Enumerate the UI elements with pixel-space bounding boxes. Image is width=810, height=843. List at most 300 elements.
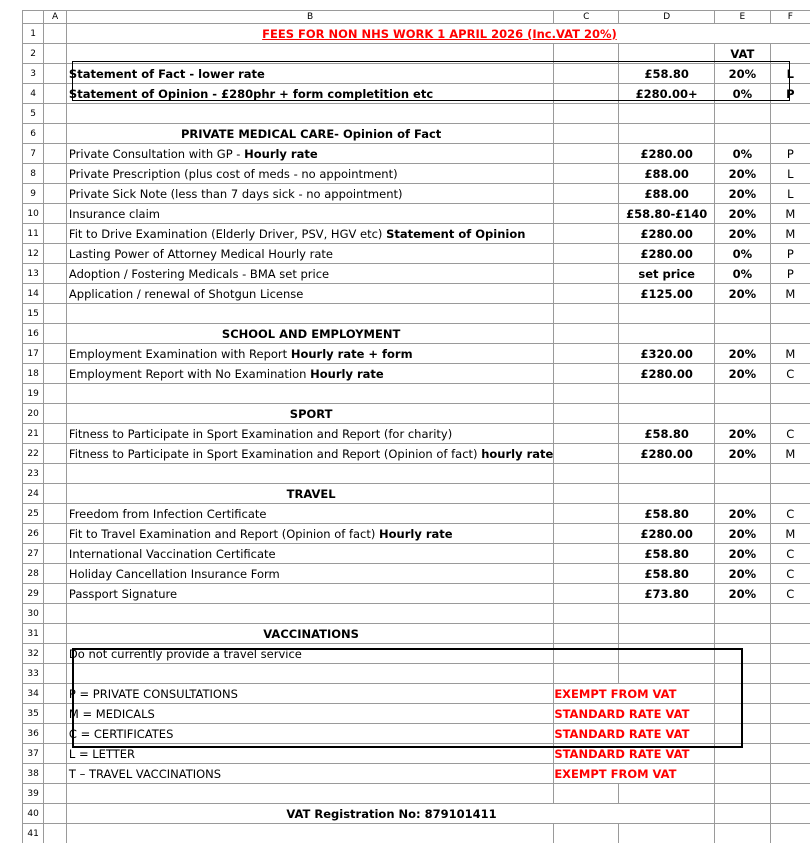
cell-d[interactable] (619, 304, 715, 324)
cell-b[interactable] (66, 784, 553, 804)
cell-text: £88.00 (644, 167, 688, 181)
cell-a[interactable] (44, 344, 67, 364)
cell-a[interactable] (44, 364, 67, 384)
cell-d[interactable] (619, 324, 715, 344)
cell-c[interactable] (554, 664, 619, 684)
cell-e[interactable] (715, 664, 770, 684)
cell-b[interactable] (66, 464, 553, 484)
row-number[interactable]: 24 (23, 484, 44, 504)
table-row (23, 504, 810, 524)
cell-a[interactable] (44, 184, 67, 204)
cell-f[interactable] (770, 564, 810, 584)
cell-text: £58.80 (644, 67, 688, 81)
cell-e[interactable] (715, 264, 770, 284)
cell-c[interactable] (554, 504, 619, 524)
cell-b[interactable] (66, 504, 553, 524)
cell-e[interactable] (715, 544, 770, 564)
row-number[interactable]: 17 (23, 344, 44, 364)
row-number[interactable]: 18 (23, 364, 44, 384)
cell-b[interactable] (66, 184, 553, 204)
cell-c[interactable] (554, 244, 619, 264)
cell-c[interactable] (554, 604, 619, 624)
cell-c[interactable] (554, 444, 619, 464)
table-row (23, 584, 810, 604)
cell-f[interactable] (770, 444, 810, 464)
cell-a[interactable] (44, 304, 67, 324)
cell-text: £58.80 (644, 547, 688, 561)
cell-b[interactable] (66, 324, 553, 344)
cell-c[interactable] (554, 224, 619, 244)
cell-c[interactable] (554, 764, 715, 784)
column-header-a[interactable]: A (44, 11, 67, 24)
cell-b[interactable] (66, 664, 553, 684)
cell-b[interactable] (66, 124, 553, 144)
cell-f[interactable] (770, 484, 810, 504)
row-number[interactable]: 8 (23, 164, 44, 184)
cell-f[interactable] (770, 284, 810, 304)
cell-f[interactable] (770, 644, 810, 664)
cell-c[interactable] (554, 184, 619, 204)
cell-a[interactable] (44, 604, 67, 624)
cell-f[interactable] (770, 724, 810, 744)
cell-c[interactable] (554, 784, 619, 804)
cell-d[interactable] (619, 244, 715, 264)
cell-e[interactable] (715, 584, 770, 604)
row-number[interactable]: 28 (23, 564, 44, 584)
cell-b[interactable] (66, 224, 553, 244)
cell-c[interactable] (554, 564, 619, 584)
cell-d[interactable] (619, 664, 715, 684)
cell-d[interactable] (619, 584, 715, 604)
cell-a[interactable] (44, 204, 67, 224)
cell-d[interactable] (619, 64, 715, 84)
cell-e[interactable] (715, 704, 770, 724)
row-number[interactable]: 13 (23, 264, 44, 284)
cell-f[interactable] (770, 584, 810, 604)
cell-b[interactable] (66, 744, 553, 764)
cell-a[interactable] (44, 464, 67, 484)
column-header-c[interactable]: C (554, 11, 619, 24)
cell-c[interactable] (554, 744, 715, 764)
cell-d[interactable] (619, 104, 715, 124)
cell-b[interactable] (66, 604, 553, 624)
cell-a[interactable] (44, 424, 67, 444)
cell-e[interactable] (715, 564, 770, 584)
cell-b[interactable] (66, 764, 553, 784)
cell-e[interactable] (715, 824, 770, 843)
row-number[interactable]: 32 (23, 644, 44, 664)
cell-e[interactable] (715, 384, 770, 404)
cell-f[interactable] (770, 344, 810, 364)
cell-a[interactable] (44, 284, 67, 304)
cell-c[interactable] (554, 584, 619, 604)
cell-d[interactable] (619, 44, 715, 64)
cell-a[interactable] (44, 84, 67, 104)
cell-e[interactable] (715, 504, 770, 524)
cell-f[interactable] (770, 764, 810, 784)
row-number[interactable]: 40 (23, 804, 44, 824)
cell-f[interactable] (770, 144, 810, 164)
cell-b[interactable] (66, 484, 553, 504)
cell-d[interactable] (619, 84, 715, 104)
cell-a[interactable] (44, 24, 67, 44)
cell-e[interactable] (715, 724, 770, 744)
cell-f[interactable] (770, 664, 810, 684)
cell-text: M (785, 447, 795, 461)
cell-b[interactable] (66, 304, 553, 324)
cell-a[interactable] (44, 104, 67, 124)
row-number[interactable]: 16 (23, 324, 44, 344)
row-number[interactable]: 23 (23, 464, 44, 484)
cell-a[interactable] (44, 664, 67, 684)
cell-b[interactable] (66, 584, 553, 604)
cell-text: 20% (729, 547, 757, 561)
row-number[interactable]: 10 (23, 204, 44, 224)
cell-c[interactable] (554, 484, 619, 504)
row-number[interactable]: 41 (23, 824, 44, 843)
cell-f[interactable] (770, 224, 810, 244)
cell-d[interactable] (619, 624, 715, 644)
cell-f[interactable] (770, 164, 810, 184)
cell-c[interactable] (554, 204, 619, 224)
cell-b[interactable] (66, 724, 553, 744)
cell-b[interactable] (66, 164, 553, 184)
cell-a[interactable] (44, 484, 67, 504)
cell-f[interactable] (770, 364, 810, 384)
cell-c[interactable] (554, 364, 619, 384)
cell-a[interactable] (44, 824, 67, 843)
cell-f[interactable] (770, 704, 810, 724)
cell-d[interactable] (619, 364, 715, 384)
cell-d[interactable] (619, 224, 715, 244)
cell-b[interactable] (66, 264, 553, 284)
cell-d[interactable] (619, 344, 715, 364)
cell-d[interactable] (619, 384, 715, 404)
cell-b[interactable] (66, 404, 553, 424)
cell-f[interactable] (770, 244, 810, 264)
cell-c[interactable] (554, 824, 619, 843)
cell-c[interactable] (554, 644, 619, 664)
cell-b[interactable] (66, 564, 553, 584)
row-number[interactable]: 9 (23, 184, 44, 204)
cell-text-bold: Hourly rate (244, 147, 318, 161)
cell-b[interactable] (66, 684, 553, 704)
cell-d[interactable] (619, 184, 715, 204)
cell-d[interactable] (619, 204, 715, 224)
cell-a[interactable] (44, 244, 67, 264)
column-header-f[interactable]: F (770, 11, 810, 24)
cell-c[interactable] (554, 284, 619, 304)
cell-a[interactable] (44, 724, 67, 744)
cell-a[interactable] (44, 764, 67, 784)
cell-f[interactable] (770, 824, 810, 843)
row-number[interactable]: 15 (23, 304, 44, 324)
cell-text: £280.00 (640, 227, 692, 241)
cell-d[interactable] (619, 784, 715, 804)
cell-f[interactable] (770, 624, 810, 644)
cell-a[interactable] (44, 504, 67, 524)
cell-c[interactable] (554, 144, 619, 164)
cell-a[interactable] (44, 564, 67, 584)
cell-c[interactable] (554, 624, 619, 644)
cell-d[interactable] (619, 164, 715, 184)
row-number[interactable]: 35 (23, 704, 44, 724)
cell-e[interactable] (715, 684, 770, 704)
cell-a[interactable] (44, 744, 67, 764)
cell-e[interactable] (715, 624, 770, 644)
row-number[interactable]: 31 (23, 624, 44, 644)
cell-a[interactable] (44, 804, 67, 824)
cell-c[interactable] (554, 724, 715, 744)
row-number[interactable]: 22 (23, 444, 44, 464)
cell-d[interactable] (619, 464, 715, 484)
cell-b[interactable] (66, 344, 553, 364)
cell-c[interactable] (554, 104, 619, 124)
cell-c[interactable] (554, 124, 619, 144)
row-number[interactable]: 3 (23, 64, 44, 84)
row-number[interactable]: 29 (23, 584, 44, 604)
cell-b[interactable] (66, 24, 810, 44)
cell-e[interactable] (715, 244, 770, 264)
cell-e[interactable] (715, 604, 770, 624)
cell-f[interactable] (770, 64, 810, 84)
row-number[interactable]: 7 (23, 144, 44, 164)
cell-c[interactable] (554, 544, 619, 564)
cell-c[interactable] (554, 404, 619, 424)
cell-d[interactable] (619, 424, 715, 444)
row-number[interactable]: 1 (23, 24, 44, 44)
cell-e[interactable] (715, 744, 770, 764)
cell-c[interactable] (554, 44, 619, 64)
cell-f[interactable] (770, 104, 810, 124)
fees-spreadsheet (22, 10, 810, 843)
row-number[interactable]: 14 (23, 284, 44, 304)
cell-a[interactable] (44, 264, 67, 284)
cell-a[interactable] (44, 684, 67, 704)
row-number[interactable]: 36 (23, 724, 44, 744)
cell-d[interactable] (619, 544, 715, 564)
cell-c[interactable] (554, 164, 619, 184)
cell-d[interactable] (619, 524, 715, 544)
cell-c[interactable] (554, 64, 619, 84)
cell-c[interactable] (554, 84, 619, 104)
cell-b[interactable] (66, 144, 553, 164)
cell-c[interactable] (554, 304, 619, 324)
cell-b[interactable] (66, 104, 553, 124)
row-number[interactable]: 4 (23, 84, 44, 104)
cell-text: STANDARD RATE VAT (554, 747, 689, 761)
cell-f[interactable] (770, 464, 810, 484)
cell-e[interactable] (715, 404, 770, 424)
row-number[interactable]: 2 (23, 44, 44, 64)
cell-d[interactable] (619, 444, 715, 464)
cell-b[interactable] (66, 244, 553, 264)
column-header-b[interactable]: B (66, 11, 553, 24)
cell-d[interactable] (619, 564, 715, 584)
cell-b[interactable] (66, 804, 714, 824)
cell-c[interactable] (554, 384, 619, 404)
cell-c[interactable] (554, 264, 619, 284)
row-number[interactable]: 27 (23, 544, 44, 564)
cell-f[interactable] (770, 324, 810, 344)
cell-e[interactable] (715, 164, 770, 184)
cell-a[interactable] (44, 64, 67, 84)
row-number[interactable]: 33 (23, 664, 44, 684)
column-header-d[interactable]: D (619, 11, 715, 24)
cell-a[interactable] (44, 784, 67, 804)
cell-a[interactable] (44, 704, 67, 724)
cell-f[interactable] (770, 264, 810, 284)
cell-e[interactable] (715, 44, 770, 64)
cell-c[interactable] (554, 704, 715, 724)
cell-b[interactable] (66, 384, 553, 404)
cell-f[interactable] (770, 784, 810, 804)
cell-a[interactable] (44, 584, 67, 604)
row-number[interactable]: 25 (23, 504, 44, 524)
cell-a[interactable] (44, 164, 67, 184)
cell-d[interactable] (619, 644, 715, 664)
cell-text: 20% (729, 527, 757, 541)
cell-e[interactable] (715, 324, 770, 344)
row-number[interactable]: 11 (23, 224, 44, 244)
cell-d[interactable] (619, 124, 715, 144)
cell-c[interactable] (554, 464, 619, 484)
cell-f[interactable] (770, 304, 810, 324)
cell-a[interactable] (44, 384, 67, 404)
cell-e[interactable] (715, 784, 770, 804)
cell-f[interactable] (770, 404, 810, 424)
row-number[interactable]: 34 (23, 684, 44, 704)
cell-f[interactable] (770, 504, 810, 524)
cell-c[interactable] (554, 344, 619, 364)
cell-e[interactable] (715, 364, 770, 384)
cell-e[interactable] (715, 124, 770, 144)
cell-e[interactable] (715, 444, 770, 464)
cell-f[interactable] (770, 84, 810, 104)
cell-b[interactable] (66, 524, 553, 544)
cell-f[interactable] (770, 204, 810, 224)
cell-e[interactable] (715, 144, 770, 164)
cell-c[interactable] (554, 684, 715, 704)
cell-d[interactable] (619, 824, 715, 843)
cell-text-bold: Hourly rate (310, 367, 384, 381)
cell-text: STANDARD RATE VAT (554, 707, 689, 721)
cell-a[interactable] (44, 44, 67, 64)
row-number[interactable]: 38 (23, 764, 44, 784)
row-number[interactable]: 26 (23, 524, 44, 544)
cell-a[interactable] (44, 644, 67, 664)
cell-d[interactable] (619, 284, 715, 304)
cell-a[interactable] (44, 444, 67, 464)
cell-b[interactable] (66, 204, 553, 224)
cell-a[interactable] (44, 544, 67, 564)
cell-e[interactable] (715, 804, 770, 824)
cell-f[interactable] (770, 524, 810, 544)
cell-d[interactable] (619, 264, 715, 284)
row-number[interactable]: 12 (23, 244, 44, 264)
cell-e[interactable] (715, 84, 770, 104)
cell-e[interactable] (715, 184, 770, 204)
cell-e[interactable] (715, 344, 770, 364)
cell-f[interactable] (770, 804, 810, 824)
cell-d[interactable] (619, 404, 715, 424)
column-header-e[interactable]: E (715, 11, 770, 24)
cell-text: Fit to Drive Examination (Elderly Driver, PSV, HGV etc) (69, 227, 386, 241)
cell-e[interactable] (715, 204, 770, 224)
row-number[interactable]: 37 (23, 744, 44, 764)
cell-f[interactable] (770, 604, 810, 624)
cell-f[interactable] (770, 744, 810, 764)
cell-b[interactable] (66, 424, 553, 444)
cell-a[interactable] (44, 524, 67, 544)
row-number[interactable]: 21 (23, 424, 44, 444)
cell-b[interactable] (66, 284, 553, 304)
cell-b[interactable] (66, 644, 553, 664)
cell-e[interactable] (715, 424, 770, 444)
cell-d[interactable] (619, 484, 715, 504)
cell-a[interactable] (44, 224, 67, 244)
cell-f[interactable] (770, 184, 810, 204)
cell-f[interactable] (770, 44, 810, 64)
cell-b[interactable] (66, 444, 553, 464)
cell-c[interactable] (554, 324, 619, 344)
row-number[interactable]: 20 (23, 404, 44, 424)
cell-d[interactable] (619, 144, 715, 164)
cell-e[interactable] (715, 104, 770, 124)
cell-b[interactable] (66, 64, 553, 84)
cell-b[interactable] (66, 824, 553, 843)
row-number[interactable]: 5 (23, 104, 44, 124)
cell-b[interactable] (66, 704, 553, 724)
cell-e[interactable] (715, 224, 770, 244)
cell-a[interactable] (44, 624, 67, 644)
row-number[interactable]: 39 (23, 784, 44, 804)
cell-b[interactable] (66, 624, 553, 644)
cell-e[interactable] (715, 764, 770, 784)
cell-a[interactable] (44, 324, 67, 344)
cell-e[interactable] (715, 284, 770, 304)
cell-f[interactable] (770, 424, 810, 444)
cell-d[interactable] (619, 604, 715, 624)
cell-b[interactable] (66, 544, 553, 564)
cell-b[interactable] (66, 364, 553, 384)
cell-d[interactable] (619, 504, 715, 524)
cell-a[interactable] (44, 404, 67, 424)
cell-a[interactable] (44, 144, 67, 164)
row-number[interactable]: 19 (23, 384, 44, 404)
cell-f[interactable] (770, 684, 810, 704)
row-number[interactable]: 6 (23, 124, 44, 144)
cell-b[interactable] (66, 84, 553, 104)
cell-a[interactable] (44, 124, 67, 144)
cell-f[interactable] (770, 124, 810, 144)
row-number[interactable]: 30 (23, 604, 44, 624)
cell-e[interactable] (715, 644, 770, 664)
cell-f[interactable] (770, 384, 810, 404)
cell-text: C (786, 427, 794, 441)
cell-text: 20% (729, 587, 757, 601)
cell-e[interactable] (715, 524, 770, 544)
cell-e[interactable] (715, 464, 770, 484)
cell-e[interactable] (715, 304, 770, 324)
cell-c[interactable] (554, 424, 619, 444)
cell-e[interactable] (715, 64, 770, 84)
corner-cell[interactable] (23, 11, 44, 24)
cell-b[interactable] (66, 44, 553, 64)
cell-e[interactable] (715, 484, 770, 504)
cell-c[interactable] (554, 524, 619, 544)
cell-f[interactable] (770, 544, 810, 564)
